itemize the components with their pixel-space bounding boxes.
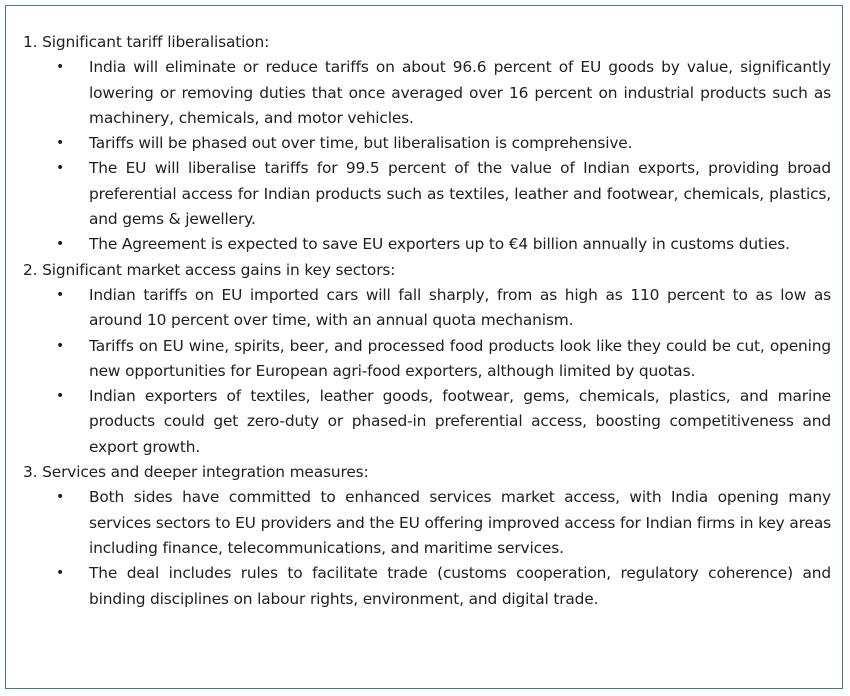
list-item	[56, 334, 831, 385]
section-heading-services: 3. Services and deeper integration measures:	[23, 463, 369, 482]
list-item	[56, 232, 831, 257]
section-heading-tariff: 1. Significant tariff liberalisation:	[23, 33, 270, 51]
list-item	[56, 55, 831, 131]
bullet-icon: •	[56, 388, 65, 405]
tariff-points-list	[23, 55, 831, 257]
list-item	[56, 384, 831, 460]
list-item	[56, 485, 831, 561]
services-points-list	[23, 485, 831, 611]
list-item-text: The Agreement is expected to save EU exporters up to €4 billion annually in customs duties.	[89, 235, 790, 254]
list-item	[56, 131, 831, 156]
bullet-icon: •	[56, 135, 65, 152]
list-item-text: The deal includes rules to facilitate trade (customs cooperation, regulatory coherence) and binding disciplines on labour rights, environment, and digital trade.	[89, 564, 831, 608]
list-item-text: Both sides have committed to enhanced services market access, with India opening many services sectors to EU providers and the EU offering improved access for Indian firms in key areas including finance, telecommunications, and maritime services.	[89, 488, 831, 557]
list-item	[56, 156, 831, 232]
section-heading-market-access: 2. Significant market access gains in key sectors:	[23, 260, 396, 279]
list-item-text: Tariffs on EU wine, spirits, beer, and processed food products look like they could be cut, opening new opportunities for European agri-food exporters, although limited by quotas.	[89, 336, 831, 380]
list-item-text: Indian exporters of textiles, leather goods, footwear, gems, chemicals, plastics, and marine products could get zero-duty or phased-in preferential access, boosting competitiveness and export growth.	[89, 387, 831, 456]
bullet-icon: •	[56, 160, 65, 177]
market-access-points-list	[23, 283, 831, 460]
list-item-text: India will eliminate or reduce tariffs on about 96.6 percent of EU goods by value, significantly lowering or removing duties that once averaged over 16 percent on industrial products such as machinery, chemicals, and motor vehicles.	[89, 58, 831, 127]
bullet-icon: •	[56, 59, 65, 76]
bullet-icon: •	[56, 489, 65, 506]
list-item-text: The EU will liberalise tariffs for 99.5 percent of the value of Indian exports, providing broad preferential access for Indian products such as textiles, leather and footwear, chemicals, plastics, and gems & jewellery.	[89, 159, 831, 229]
list-item	[56, 283, 831, 334]
bullet-icon: •	[56, 337, 65, 354]
bullet-icon: •	[56, 565, 65, 582]
list-item-text: Indian tariffs on EU imported cars will fall sharply, from as high as 110 percent to as low as around 10 percent over time, with an annual quota mechanism.	[89, 285, 831, 330]
list-item-text: Tariffs will be phased out over time, but liberalisation is comprehensive.	[89, 134, 633, 153]
document-body	[23, 30, 831, 612]
list-item	[56, 561, 831, 612]
bullet-icon: •	[56, 286, 65, 303]
bullet-icon: •	[56, 236, 65, 253]
